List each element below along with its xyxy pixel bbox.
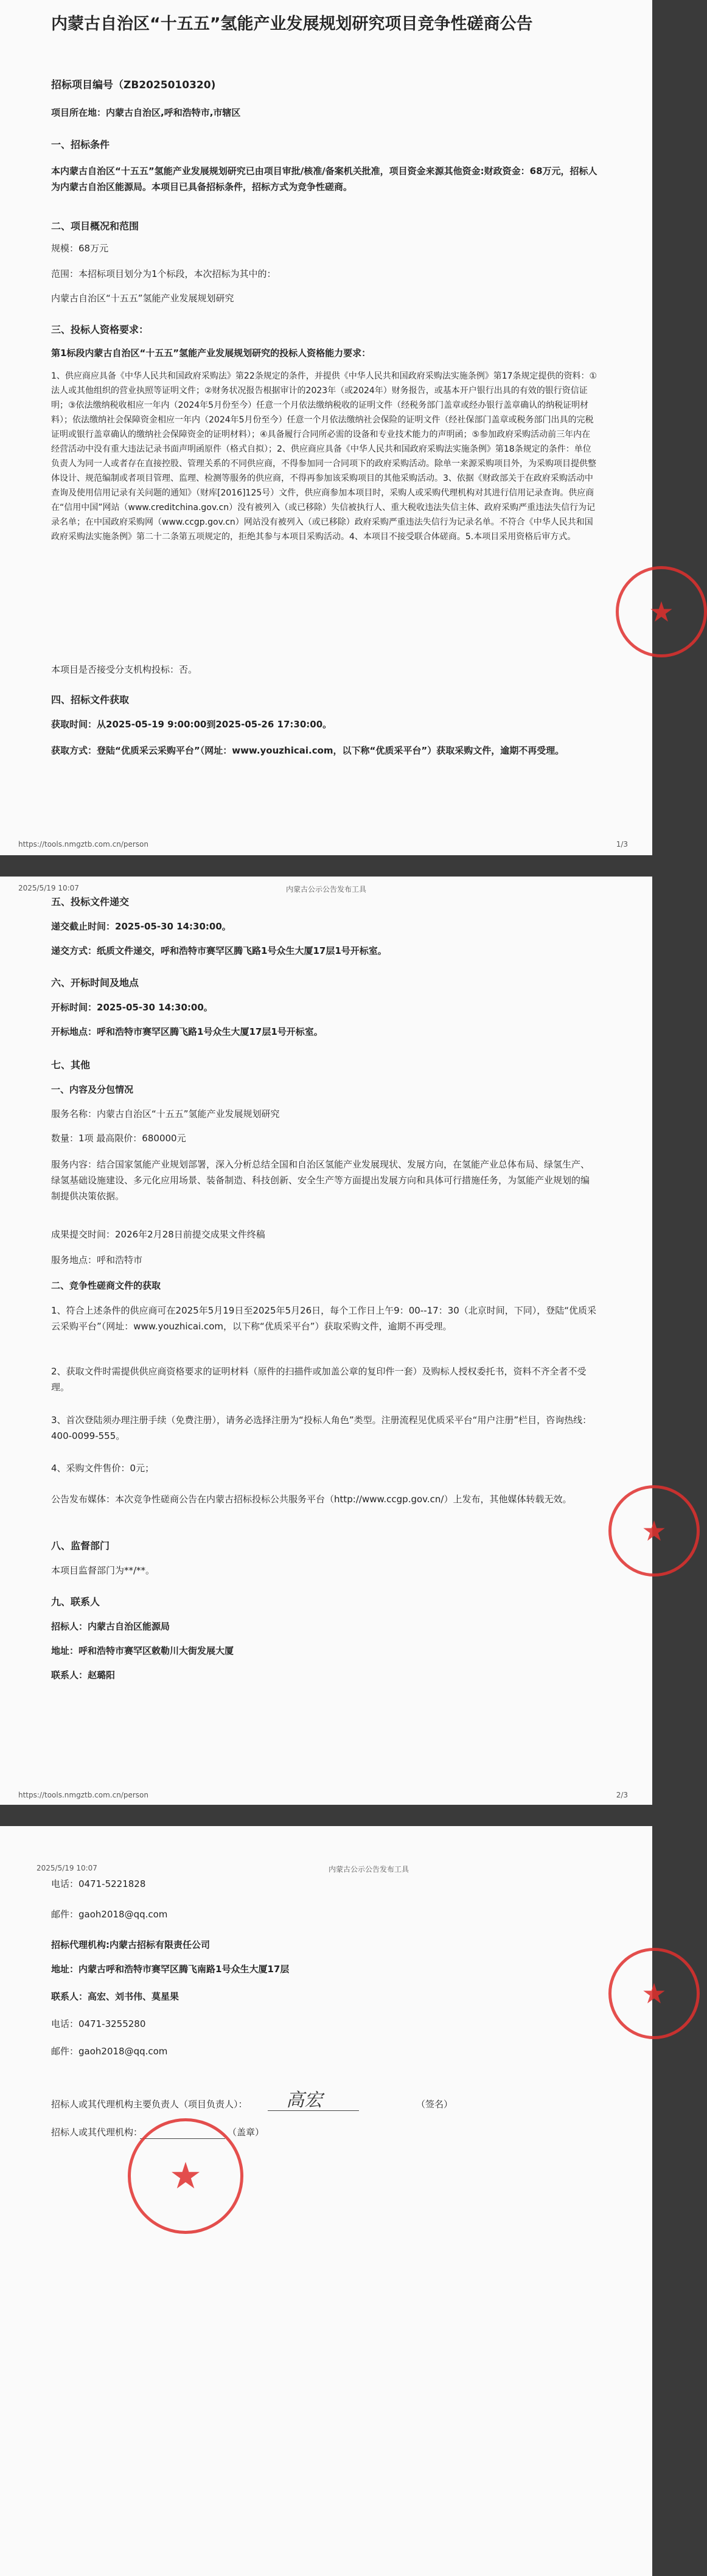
delivery-period: 成果提交时间：2026年2月28日前提交成果文件终稿 — [51, 1229, 265, 1240]
service-content: 服务内容：结合国家氢能产业规划部署，深入分析总结全国和自治区氢能产业发展现状、发展方向，在氢能产业总体布局、绿氢生产、绿氢基础设施建设、多元化应用场景、装备制造、科技创新、安全生产等方面提出发展方向和具体可行措施任务，为氢能产业规划的编制提供决策依据。 — [51, 1159, 590, 1202]
handwritten-signature: 高宏 — [286, 2090, 322, 2111]
lot-name: 内蒙古自治区“十五五”氢能产业发展规划研究 — [51, 293, 234, 304]
signature-line-label: 招标人或其代理机构主要负责人（项目负责人）： — [51, 2099, 248, 2110]
service-place: 服务地点：呼和浩特市 — [51, 1255, 143, 1265]
acquisition-step-1: 1、符合上述条件的供应商可在2025年5月19日至2025年5月26日，每个工作日上午9：00--17：30（北京时间，下同），登陆“优质采云采购平台”（网址：www.youzhicai.com，以下称“优质采平台”）获取采购文件，逾期不再受理。 — [51, 1305, 597, 1332]
section-6-title: 六、开标时间及地点 — [51, 977, 139, 989]
contact-email-2[interactable]: 邮件：gaoh2018@qq.com — [51, 2046, 168, 2057]
document-page-3 — [0, 1826, 667, 2576]
footer-page-number: 1/3 — [616, 840, 628, 849]
document-title: 内蒙古自治区“十五五”氢能产业发展规划研究项目竞争性磋商公告 — [51, 15, 533, 33]
signature-suffix: （签名） — [416, 2099, 453, 2110]
header-timestamp: 2025/5/19 10:07 — [37, 1864, 97, 1872]
section-7-title: 七、其他 — [51, 1059, 91, 1071]
tenderer-address: 地址：呼和浩特市赛罕区敕勒川大街发展大厦 — [51, 1645, 234, 1656]
section-3-title: 三、投标人资格要求： — [51, 324, 149, 335]
agent-contacts: 联系人：高宏、刘书伟、莫星果 — [51, 1991, 179, 2002]
section-9-title: 九、联系人 — [51, 1596, 100, 1608]
acquisition-step-2: 2、获取文件时需提供供应商资格要求的证明材料（原件的扫描件或加盖公章的复印件一套）及购标人授权委托书，资料不齐全者不受理。 — [51, 1366, 587, 1393]
footer-url[interactable]: https://tools.nmgztb.com.cn/person — [18, 1791, 148, 1799]
official-seal-partial: ★ — [616, 566, 707, 657]
official-seal-partial: ★ — [608, 1485, 700, 1577]
project-number: 招标项目编号（ZB2025010320) — [51, 79, 216, 91]
section-5-title: 五、投标文件递交 — [51, 896, 130, 908]
header-title: 内蒙古公示公告发布工具 — [286, 885, 367, 894]
section-1-text: 本内蒙古自治区“十五五”氢能产业发展规划研究已由项目审批/核准/备案机关批准，项目资金来源其他资金:财政资金：68万元，招标人为内蒙古自治区能源局。本项目已具备招标条件，招标方式为竞争性磋商。 — [51, 166, 597, 192]
project-scale: 规模：68万元 — [51, 243, 109, 254]
branch-statement: 本项目是否接受分支机构投标：否。 — [51, 664, 198, 675]
header-title: 内蒙古公示公告发布工具 — [329, 1865, 409, 1874]
opening-time: 开标时间：2025-05-30 14:30:00。 — [51, 1002, 213, 1013]
section-2-title: 二、项目概况和范围 — [51, 220, 139, 232]
service-name: 服务名称：内蒙古自治区“十五五”氢能产业发展规划研究 — [51, 1108, 280, 1119]
agent-address: 地址：内蒙古呼和浩特市赛罕区腾飞南路1号众生大厦17层 — [51, 1964, 290, 1975]
section-1-title: 一、招标条件 — [51, 139, 110, 150]
section-4-title: 四、招标文件获取 — [51, 694, 130, 705]
header-timestamp: 2025/5/19 10:07 — [18, 884, 79, 892]
official-seal: ★ — [128, 2118, 243, 2234]
footer-page-number: 2/3 — [616, 1791, 628, 1799]
contact-phone-1: 电话：0471-5221828 — [51, 1878, 146, 1889]
document-page-1 — [0, 0, 674, 855]
project-scope: 范围：本招标项目划分为1个标段，本次招标为其中的： — [51, 268, 276, 279]
agent-name: 招标代理机构:内蒙古招标有限责任公司 — [51, 1939, 211, 1950]
submission-method: 递交方式：纸质文件递交，呼和浩特市赛罕区腾飞路1号众生大厦17层1号开标室。 — [51, 945, 387, 956]
acquisition-time: 获取时间：从2025-05-19 9:00:00到2025-05-26 17:30:00。 — [51, 719, 332, 730]
requirement-heading: 第1标段内蒙古自治区“十五五”氢能产业发展规划研究的投标人资格能力要求： — [51, 348, 371, 359]
seal-line-label: 招标人或其代理机构： — [51, 2127, 143, 2138]
quantity-and-price: 数量：1项 最高限价：680000元 — [51, 1133, 186, 1144]
subsection-content-title: 一、内容及分包情况 — [51, 1084, 134, 1095]
tenderer-name: 招标人：内蒙古自治区能源局 — [51, 1621, 170, 1632]
seal-suffix: （盖章） — [228, 2127, 265, 2138]
acquisition-method: 获取方式：登陆“优质采云采购平台”（网址：www.youzhicai.com，以下称“优质采平台”）获取采购文件，逾期不再受理。 — [51, 745, 565, 756]
opening-place: 开标地点：呼和浩特市赛罕区腾飞路1号众生大厦17层1号开标室。 — [51, 1026, 323, 1037]
section-8-title: 八、监督部门 — [51, 1540, 110, 1552]
acquisition-step-3: 3、首次登陆须办理注册手续（免费注册），请务必选择注册为“投标人角色”类型。注册流程见优质采平台“用户注册”栏目，咨询热线：400-0099-555。 — [51, 1415, 592, 1441]
contact-email-1[interactable]: 邮件：gaoh2018@qq.com — [51, 1909, 168, 1920]
submission-deadline: 递交截止时间：2025-05-30 14:30:00。 — [51, 921, 231, 932]
document-page-2 — [0, 877, 667, 1805]
contact-phone-2: 电话：0471-3255280 — [51, 2018, 146, 2029]
publication-media: 公告发布媒体：本次竞争性磋商公告在内蒙古招标投标公共服务平台（http://www.ccgp.gov.cn/）上发布，其他媒体转载无效。 — [51, 1494, 572, 1505]
tenderer-contact: 联系人：赵璐阳 — [51, 1670, 116, 1681]
acquisition-step-4: 4、采购文件售价：0元； — [51, 1463, 155, 1474]
subsection-acquisition-title: 二、竞争性磋商文件的获取 — [51, 1280, 161, 1291]
footer-url[interactable]: https://tools.nmgztb.com.cn/person — [18, 840, 148, 849]
requirement-text: 1、供应商应具备《中华人民共和国政府采购法》第22条规定的条件，并提供《中华人民共和国政府采购法实施条例》第17条规定提供的资料：①法人或其他组织的营业执照等证明文件；②财务状况报告根据审计的2023年（或2024年）财务报告，或基本开户银行出具的有效的银行资信证明；③依法缴纳税收相应一年内（2024年5月份至今）任意一个月依法缴纳税收的证明文件（经税务部门盖章或经办银行盖章确认的纳税证明材料）；依法缴纳社会保障资金相应一年内（2024年5月份至今）任意一个月依法缴纳社会保险的证明文件（经社保部门盖章或税务部门出具的完税证明或银行盖章确认的缴纳社会保障资金的证明材料）；④具备履行合同所必需的设备和专业技术能力的声明函；⑤参加政府采购活动前三年内在经营活动中没有重大违法记录书面声明函原件（格式自拟）；2、供应商应具备《中华人民共和国政府采购法实施条例》第18条规定的条件：单位负责人为同一人或者存在直接控股、管理关系的不同供应商，不得参加同一合同项下的政府采购活动。除单一来源采购项目外，为采购项目提供整体设计、规范编制或者项目管理、监理、检测等服务的供应商，不得再参加该采购项目的其他采购活动。3、依据《财政部关于在政府采购活动中查询及使用信用记录有关问题的通知》（财库[2016]125号）文件，供应商参加本项目时，采购人或采购代理机构对其进行信用记录查询。供应商在“信用中国”网站（www.creditchina.gov.cn）没有被列入（或已移除）失信被执行人、重大税收违法失信主体、政府采购严重违法失信行为记录名单；在中国政府采购网（www.ccgp.gov.cn）网站没有被列入（或已移除）政府采购严重违法失信行为记录名单。不符合《中华人民共和国政府采购法实施条例》第二十二条第五项规定的，拒绝其参与本项目采购活动。4、本项目不接受联合体磋商。5.本项目采用资格后审方式。 — [51, 371, 597, 542]
official-seal-partial: ★ — [608, 1948, 700, 2039]
supervisor-text: 本项目监督部门为**/**。 — [51, 1565, 155, 1576]
project-location: 项目所在地：内蒙古自治区,呼和浩特市,市辖区 — [51, 107, 241, 118]
